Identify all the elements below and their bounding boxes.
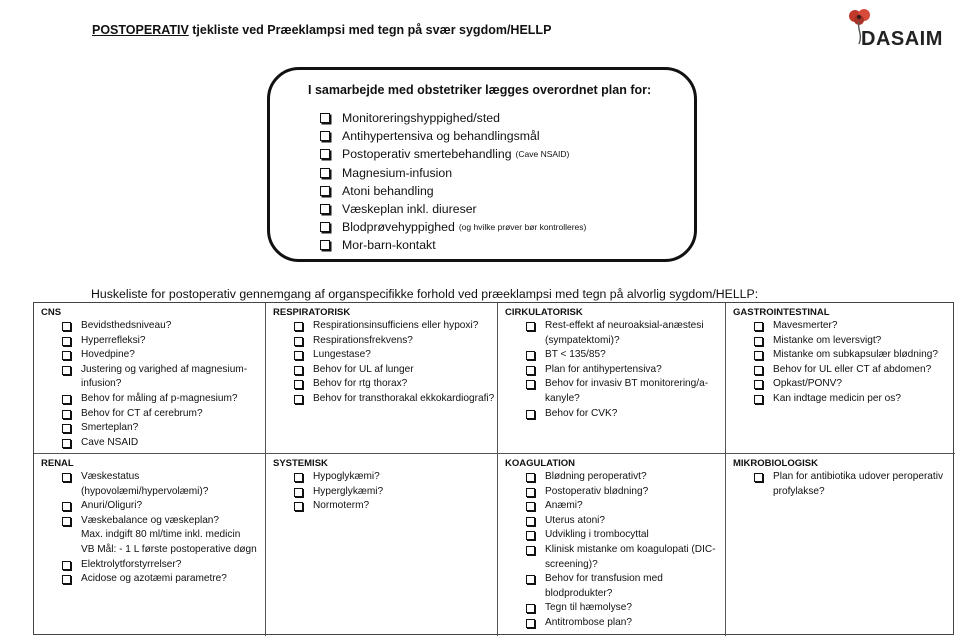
checkbox[interactable] [62, 424, 71, 433]
checklist-item-text: Behov for invasiv BT monitorering/a-kanyle? [545, 378, 709, 404]
checkbox[interactable] [294, 502, 303, 511]
title-rest: tjekliste ved Præeklampsi med tegn på svær sygdom/HELLP [188, 23, 552, 37]
checklist-item-text: Mistanke om subkapsulær blødning? [773, 349, 938, 361]
overall-plan-box [267, 67, 697, 262]
checkbox[interactable] [294, 337, 303, 346]
checklist-item [754, 392, 955, 407]
checklist-item [526, 363, 725, 378]
logo-text: DASAIM [861, 28, 943, 50]
checklist-item [62, 392, 265, 407]
plan-checklist [320, 109, 586, 255]
checklist-item-text: Hypoglykæmi? [313, 471, 380, 482]
checklist-item [294, 377, 497, 392]
checkbox[interactable] [62, 351, 71, 360]
checkbox[interactable] [62, 337, 71, 346]
checkbox[interactable] [526, 473, 535, 482]
checklist-item [62, 348, 265, 363]
checkbox[interactable] [754, 322, 763, 331]
checklist-item-text: Justering og varighed af magnesium-infusion? [81, 363, 248, 390]
plan-heading: I samarbejde med obstetriker lægges overordnet plan for: [308, 83, 652, 97]
checklist-item [526, 407, 725, 422]
plan-item-note: (Cave NSAID) [515, 149, 570, 160]
checklist-item-text: Respirationsfrekvens? [313, 334, 413, 346]
checklist-item-text: Uterus atoni? [545, 514, 606, 526]
document-title [92, 23, 551, 37]
checklist-item [526, 319, 725, 348]
plan-item [320, 236, 586, 254]
checkbox[interactable] [526, 366, 535, 375]
checklist-item [62, 528, 265, 543]
checkbox[interactable] [294, 322, 303, 331]
checklist-item-text: Anæmi? [545, 500, 583, 512]
checklist-item-text: Plan for antihypertensiva? [545, 363, 662, 375]
checklist-item-text: Max. indgift 80 ml/time inkl. medicin [81, 529, 241, 541]
checklist-item-text: Normoterm? [313, 500, 370, 512]
checklist-item-text: BT < 135/85? [545, 349, 606, 361]
section-systemisk [266, 454, 498, 636]
plan-item-note: (og hvilke prøver bør kontrolleres) [458, 222, 587, 233]
checkbox[interactable] [62, 322, 71, 331]
section-list [498, 470, 725, 631]
title-underlined: POSTOPERATIV [92, 23, 189, 37]
checklist-item-text: Mavesmerter? [773, 320, 838, 331]
checkbox[interactable] [526, 531, 535, 540]
plan-item [320, 145, 586, 163]
checklist-item-text: Behov for UL af lunger [313, 363, 414, 375]
checklist-item-text: Smerteplan? [81, 422, 139, 434]
checklist-item-text: Lungestase? [313, 349, 371, 361]
checklist-item-text: Postoperativ blødning? [545, 485, 649, 497]
plan-item-label: Monitoreringshyppighed/sted [342, 111, 500, 126]
checkbox[interactable] [754, 337, 763, 346]
checkbox[interactable] [754, 473, 763, 482]
checklist-item [62, 499, 265, 514]
checkbox[interactable] [62, 395, 71, 404]
checklist-item-text: Elektrolytforstyrrelser? [81, 558, 182, 570]
section-list [498, 319, 725, 421]
checkbox[interactable] [526, 517, 535, 526]
checklist-item-text: Udvikling i trombocyttal [545, 529, 649, 541]
checkbox[interactable] [754, 395, 763, 404]
checkbox[interactable] [754, 366, 763, 375]
checklist-item [526, 514, 725, 529]
plan-item-label: Mor-barn-kontakt [342, 238, 436, 253]
section-koagulation [498, 454, 726, 636]
checkbox[interactable] [62, 561, 71, 570]
checkbox[interactable] [320, 168, 330, 178]
plan-item-label: Blodprøvehyppighed [342, 220, 455, 235]
checkbox[interactable] [62, 366, 71, 375]
checklist-item-text: Blødning peroperativt? [545, 471, 647, 482]
checklist-item [526, 485, 725, 500]
checklist-item [754, 348, 955, 363]
checkbox[interactable] [62, 439, 71, 448]
checklist-item [754, 470, 955, 499]
checklist-item [62, 407, 265, 422]
checkbox[interactable] [62, 517, 71, 526]
checkbox[interactable] [62, 502, 71, 511]
checklist-item [526, 616, 725, 631]
section-cirkulatorisk [498, 303, 726, 454]
plan-item [320, 218, 586, 236]
organ-checklist-table [33, 302, 954, 635]
checklist-item-text: Behov for UL eller CT af abdomen? [773, 363, 932, 375]
section-title: MIKROBIOLOGISK [733, 458, 818, 469]
plan-item-label: Postoperativ smertebehandling [342, 147, 512, 162]
checklist-item [62, 436, 265, 451]
checklist-item [62, 363, 265, 392]
checklist-item-text: Klinisk mistanke om koagulopati (DIC-screening)? [545, 543, 716, 570]
plan-item [320, 109, 586, 127]
checklist-item [294, 363, 497, 378]
checkbox[interactable] [294, 366, 303, 375]
plan-item [320, 164, 586, 182]
section-renal [34, 454, 266, 636]
checklist-item [62, 543, 265, 558]
checklist-item [294, 499, 497, 514]
checklist-item [526, 470, 725, 485]
checklist-item-text: Væskebalance og væskeplan? [81, 514, 220, 526]
checklist-item [62, 421, 265, 436]
section-title: SYSTEMISK [273, 458, 328, 469]
checkbox[interactable] [320, 113, 330, 123]
section-list [726, 470, 955, 499]
checkbox[interactable] [320, 131, 330, 141]
checklist-item [62, 470, 265, 499]
checklist-item [294, 470, 497, 485]
checklist-item-text: Hovedpine? [81, 349, 135, 361]
checklist-heading: Huskeliste for postoperativ gennemgang af organspecifikke forhold ved præeklampsi med tegn på alvorlig sygdom/HELLP: [91, 287, 759, 301]
checkbox[interactable] [62, 410, 71, 419]
checklist-item [526, 499, 725, 514]
section-cns [34, 303, 266, 454]
checkbox[interactable] [526, 604, 535, 613]
checklist-item-text: Acidose og azotæmi parametre? [81, 573, 227, 585]
section-list [266, 319, 497, 407]
section-respiratorisk [266, 303, 498, 454]
section-list [726, 319, 955, 407]
plan-item-label: Væskeplan inkl. diureser [342, 202, 477, 217]
checklist-item [62, 558, 265, 573]
checklist-item-text: Plan for antibiotika udover peroperativ profylakse? [773, 471, 944, 497]
section-title: GASTROINTESTINAL [733, 307, 830, 318]
checkbox[interactable] [294, 380, 303, 389]
checklist-item-text: Antitrombose plan? [545, 616, 632, 628]
checkbox[interactable] [754, 351, 763, 360]
checkbox[interactable] [526, 322, 535, 331]
checklist-item [754, 319, 955, 334]
checklist-item-text: Behov for rtg thorax? [313, 378, 408, 390]
checkbox[interactable] [320, 240, 330, 250]
checklist-item [754, 363, 955, 378]
checklist-item [62, 319, 265, 334]
checkbox[interactable] [320, 186, 330, 196]
checklist-item-text: Bevidsthedsniveau? [81, 320, 172, 331]
checklist-item-text: Tegn til hæmolyse? [545, 602, 632, 614]
section-mikrobiologisk [726, 454, 955, 636]
checklist-item [294, 392, 497, 407]
checklist-item [526, 601, 725, 616]
checklist-item [62, 334, 265, 349]
section-title: CNS [41, 307, 62, 318]
checklist-item [526, 528, 725, 543]
checkbox[interactable] [294, 351, 303, 360]
checklist-item-text: Hyperrefleksi? [81, 334, 146, 346]
checklist-item [294, 485, 497, 500]
checkbox[interactable] [526, 351, 535, 360]
checklist-item-text: Anuri/Oliguri? [81, 500, 143, 512]
section-list [34, 319, 265, 450]
plan-item-label: Magnesium-infusion [342, 165, 453, 180]
checkbox[interactable] [526, 575, 535, 584]
checkbox[interactable] [526, 619, 535, 628]
checklist-item [526, 543, 725, 572]
checklist-item-text: VB Mål: - 1 L første postoperative døgn [81, 543, 257, 555]
checklist-item-text: Respirationsinsufficiens eller hypoxi? [313, 320, 479, 331]
checkbox[interactable] [294, 473, 303, 482]
checklist-item [294, 319, 497, 334]
checklist-item-text: Behov for CT af cerebrum? [81, 407, 203, 419]
section-title: RENAL [41, 458, 74, 469]
section-title: KOAGULATION [505, 458, 576, 469]
checkbox[interactable] [320, 204, 330, 214]
checklist-item-text: Behov for transfusion med blodprodukter? [545, 573, 663, 599]
dasaim-logo [845, 8, 955, 52]
section-title: CIRKULATORISK [505, 307, 583, 318]
checkbox[interactable] [526, 380, 535, 389]
checkbox[interactable] [754, 380, 763, 389]
checkbox[interactable] [526, 502, 535, 511]
checklist-item-text: Væskestatus (hypovolæmi/hypervolæmi)? [81, 471, 209, 497]
checklist-item [62, 514, 265, 529]
checklist-item [294, 348, 497, 363]
checklist-item [526, 348, 725, 363]
checkbox[interactable] [294, 488, 303, 497]
plan-item-label: Antihypertensiva og behandlingsmål [342, 129, 540, 144]
plan-item [320, 200, 586, 218]
section-list [266, 470, 497, 514]
checklist-item [754, 377, 955, 392]
checklist-item [294, 334, 497, 349]
checkbox[interactable] [526, 410, 535, 419]
checklist-item-text: Behov for CVK? [545, 407, 618, 419]
checklist-item [62, 572, 265, 587]
checklist-item [526, 377, 725, 406]
checklist-item-text: Opkast/PONV? [773, 378, 843, 390]
checklist-item-text: Hyperglykæmi? [313, 485, 384, 497]
section-gastrointestinal [726, 303, 955, 454]
checklist-item-text: Mistanke om leversvigt? [773, 334, 882, 346]
checklist-item-text: Cave NSAID [81, 436, 139, 448]
checkbox[interactable] [62, 473, 71, 482]
checkbox[interactable] [294, 395, 303, 404]
checklist-item-text: Kan indtage medicin per os? [773, 392, 901, 404]
checkbox[interactable] [320, 222, 330, 232]
checklist-item-text: Behov for måling af p-magnesium? [81, 392, 238, 404]
checklist-item-text: Rest-effekt af neuroaksial-anæstesi (sympatektomi)? [545, 320, 704, 346]
plan-item-label: Atoni behandling [342, 183, 434, 198]
checklist-item-text: Behov for transthorakal ekkokardiografi? [313, 392, 495, 404]
plan-item [320, 182, 586, 200]
checkbox[interactable] [320, 149, 330, 159]
section-list [34, 470, 265, 587]
section-title: RESPIRATORISK [273, 307, 351, 318]
checklist-item [754, 334, 955, 349]
plan-item [320, 127, 586, 145]
checklist-item [526, 572, 725, 601]
checkbox[interactable] [526, 488, 535, 497]
checkbox[interactable] [526, 546, 535, 555]
checkbox[interactable] [62, 575, 71, 584]
